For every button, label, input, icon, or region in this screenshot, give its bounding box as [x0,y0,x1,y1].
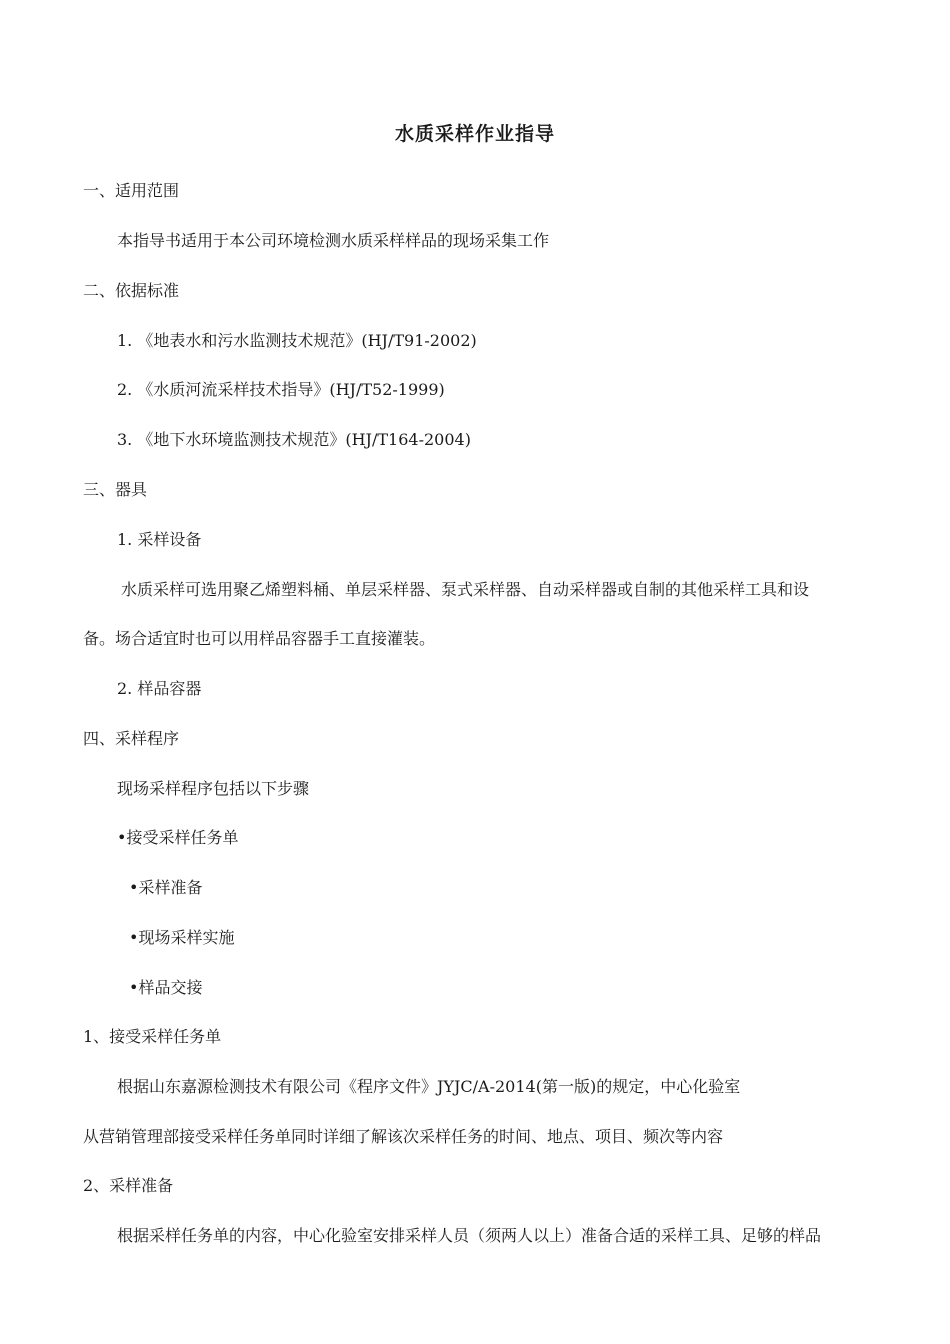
receive-task-paragraph-line: 从营销管理部接受采样任务单同时详细了解该次采样任务的时间、地点、项目、频次等内容 [83,1127,724,1146]
scope-paragraph: 本指导书适用于本公司环境检测水质采样样品的现场采集工作 [117,231,550,250]
equipment-paragraph-line: 水质采样可选用聚乙烯塑料桶、单层采样器、泵式采样器、自动采样器或自制的其他采样工具和设 [121,580,810,599]
section-heading-procedure: 四、采样程序 [83,729,180,748]
section-heading-equipment: 三、器具 [83,480,148,499]
standard-item: 2. 《水质河流采样技术指导》(HJ/T52-1999) [117,380,445,399]
subheading-sampling-equipment: 1. 采样设备 [117,530,202,549]
procedure-bullet: •现场采样实施 [129,928,235,947]
procedure-bullet: •接受采样任务单 [117,828,239,847]
procedure-bullet: •采样准备 [129,878,203,897]
step-heading-preparation: 2、采样准备 [83,1176,174,1195]
section-heading-scope: 一、适用范围 [83,181,180,200]
document-title: 水质采样作业指导 [394,123,555,145]
standard-item: 1. 《地表水和污水监测技术规范》(HJ/T91-2002) [117,331,477,350]
step-heading-receive-task: 1、接受采样任务单 [83,1027,222,1046]
receive-task-paragraph-line: 根据山东嘉源检测技术有限公司《程序文件》JYJC/A-2014(第一版)的规定，中心化验室 [117,1077,741,1096]
subheading-sample-container: 2. 样品容器 [117,679,202,698]
procedure-bullet: •样品交接 [129,978,203,997]
preparation-paragraph-line: 根据采样任务单的内容，中心化验室安排采样人员（须两人以上）准备合适的采样工具、足够的样品 [117,1226,822,1245]
standard-item: 3. 《地下水环境监测技术规范》(HJ/T164-2004) [117,430,471,449]
equipment-paragraph-line: 备。场合适宜时也可以用样品容器手工直接灌装。 [83,629,436,648]
procedure-intro: 现场采样程序包括以下步骤 [117,779,310,798]
section-heading-standards: 二、依据标准 [83,281,180,300]
